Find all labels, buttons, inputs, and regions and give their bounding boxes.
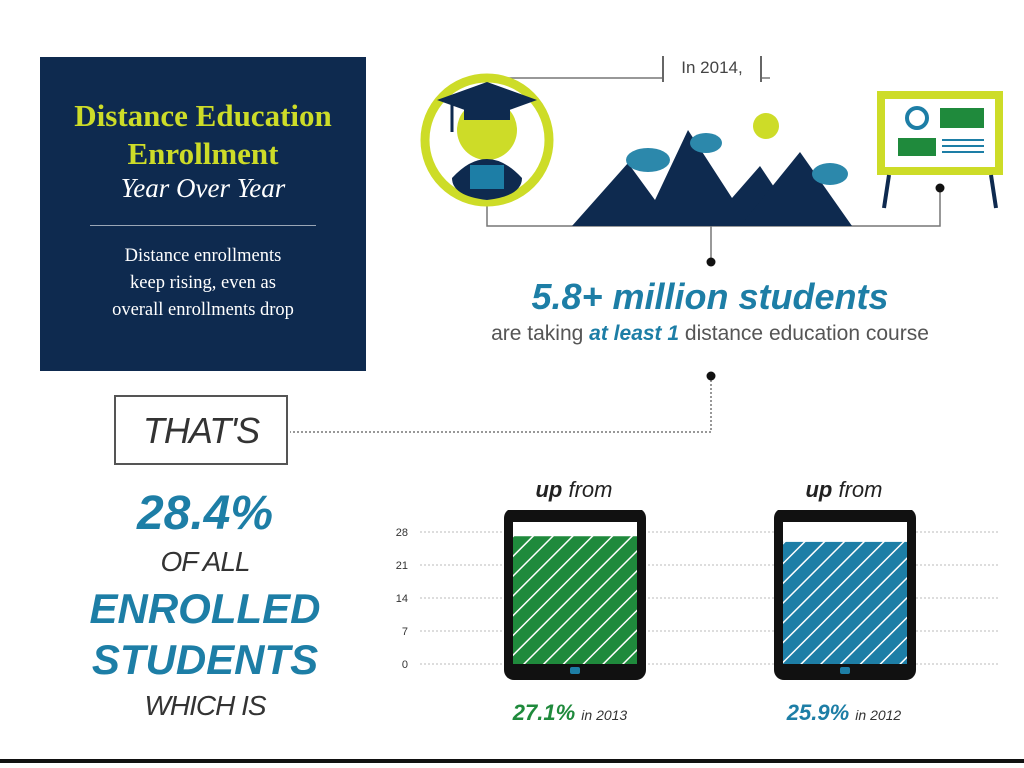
connector-dot-3: [936, 184, 945, 193]
thats-label: THAT'S: [114, 395, 288, 465]
value-label-2012: [734, 700, 954, 726]
mountain-icon: [572, 113, 852, 226]
value-2013: 27.1%: [512, 700, 576, 725]
value-2012: 25.9%: [786, 700, 850, 725]
stat-students: STUDENTS: [91, 636, 319, 683]
subline-pre: are taking: [491, 322, 590, 345]
sun-icon: [753, 113, 779, 139]
tablet-bar-2013: [504, 510, 646, 680]
value-label-2013: [460, 700, 680, 726]
desc-line-1: Distance enrollments: [124, 246, 282, 266]
y-tick-label: 14: [395, 593, 408, 605]
year-label: In 2014,: [662, 56, 762, 82]
desc-line-3: overall enrollments drop: [112, 300, 294, 320]
cloud-icon: [626, 148, 670, 172]
up-word: up: [535, 477, 563, 502]
subline-post: distance education course: [679, 322, 929, 345]
chart-y-ticks: [396, 527, 408, 671]
y-tick-label: 7: [401, 626, 408, 638]
y-tick-label: 21: [395, 560, 408, 572]
stat-percent: 28.4%: [136, 487, 274, 540]
tablet-home-button: [840, 667, 850, 674]
subline: [420, 322, 1000, 346]
chart-bars: [504, 510, 916, 680]
year-2012: in 2012: [855, 707, 902, 723]
stat-which-is: WHICH IS: [144, 690, 266, 721]
connector-dot-2: [707, 372, 716, 381]
cloud-icon-3: [812, 163, 848, 185]
infographic-subtitle: Year Over Year: [120, 173, 286, 203]
subline-emphasis: at least 1: [589, 322, 680, 345]
stat-of-all: OF ALL: [160, 546, 250, 577]
connector-dot-1: [707, 258, 716, 267]
title-line-1: Distance Education: [74, 98, 332, 133]
stat-enrolled: ENROLLED: [89, 585, 321, 632]
bar-2012: [783, 542, 907, 664]
y-tick-label: 28: [395, 527, 408, 539]
tablet-bar-2012: [774, 510, 916, 680]
bar-2013: [513, 536, 637, 664]
enrollment-bar-chart: [380, 510, 1024, 690]
headline: 5.8+ million students: [531, 276, 889, 317]
up-word: up: [805, 477, 833, 502]
connector-lines: [290, 78, 940, 432]
connector-to-thats: [290, 376, 711, 432]
up-from-label-1: [484, 477, 664, 503]
tablet-home-button: [570, 667, 580, 674]
cloud-icon-2: [690, 133, 722, 153]
from-word: from: [832, 477, 883, 502]
year-2013: in 2013: [581, 707, 628, 723]
from-word: from: [562, 477, 613, 502]
title-line-2: Enrollment: [127, 136, 279, 171]
bottom-rule: [0, 759, 1024, 763]
graduate-icon: [425, 78, 549, 202]
y-tick-label: 0: [401, 659, 408, 671]
desc-line-2: keep rising, even as: [130, 273, 276, 293]
up-from-label-2: [754, 477, 934, 503]
